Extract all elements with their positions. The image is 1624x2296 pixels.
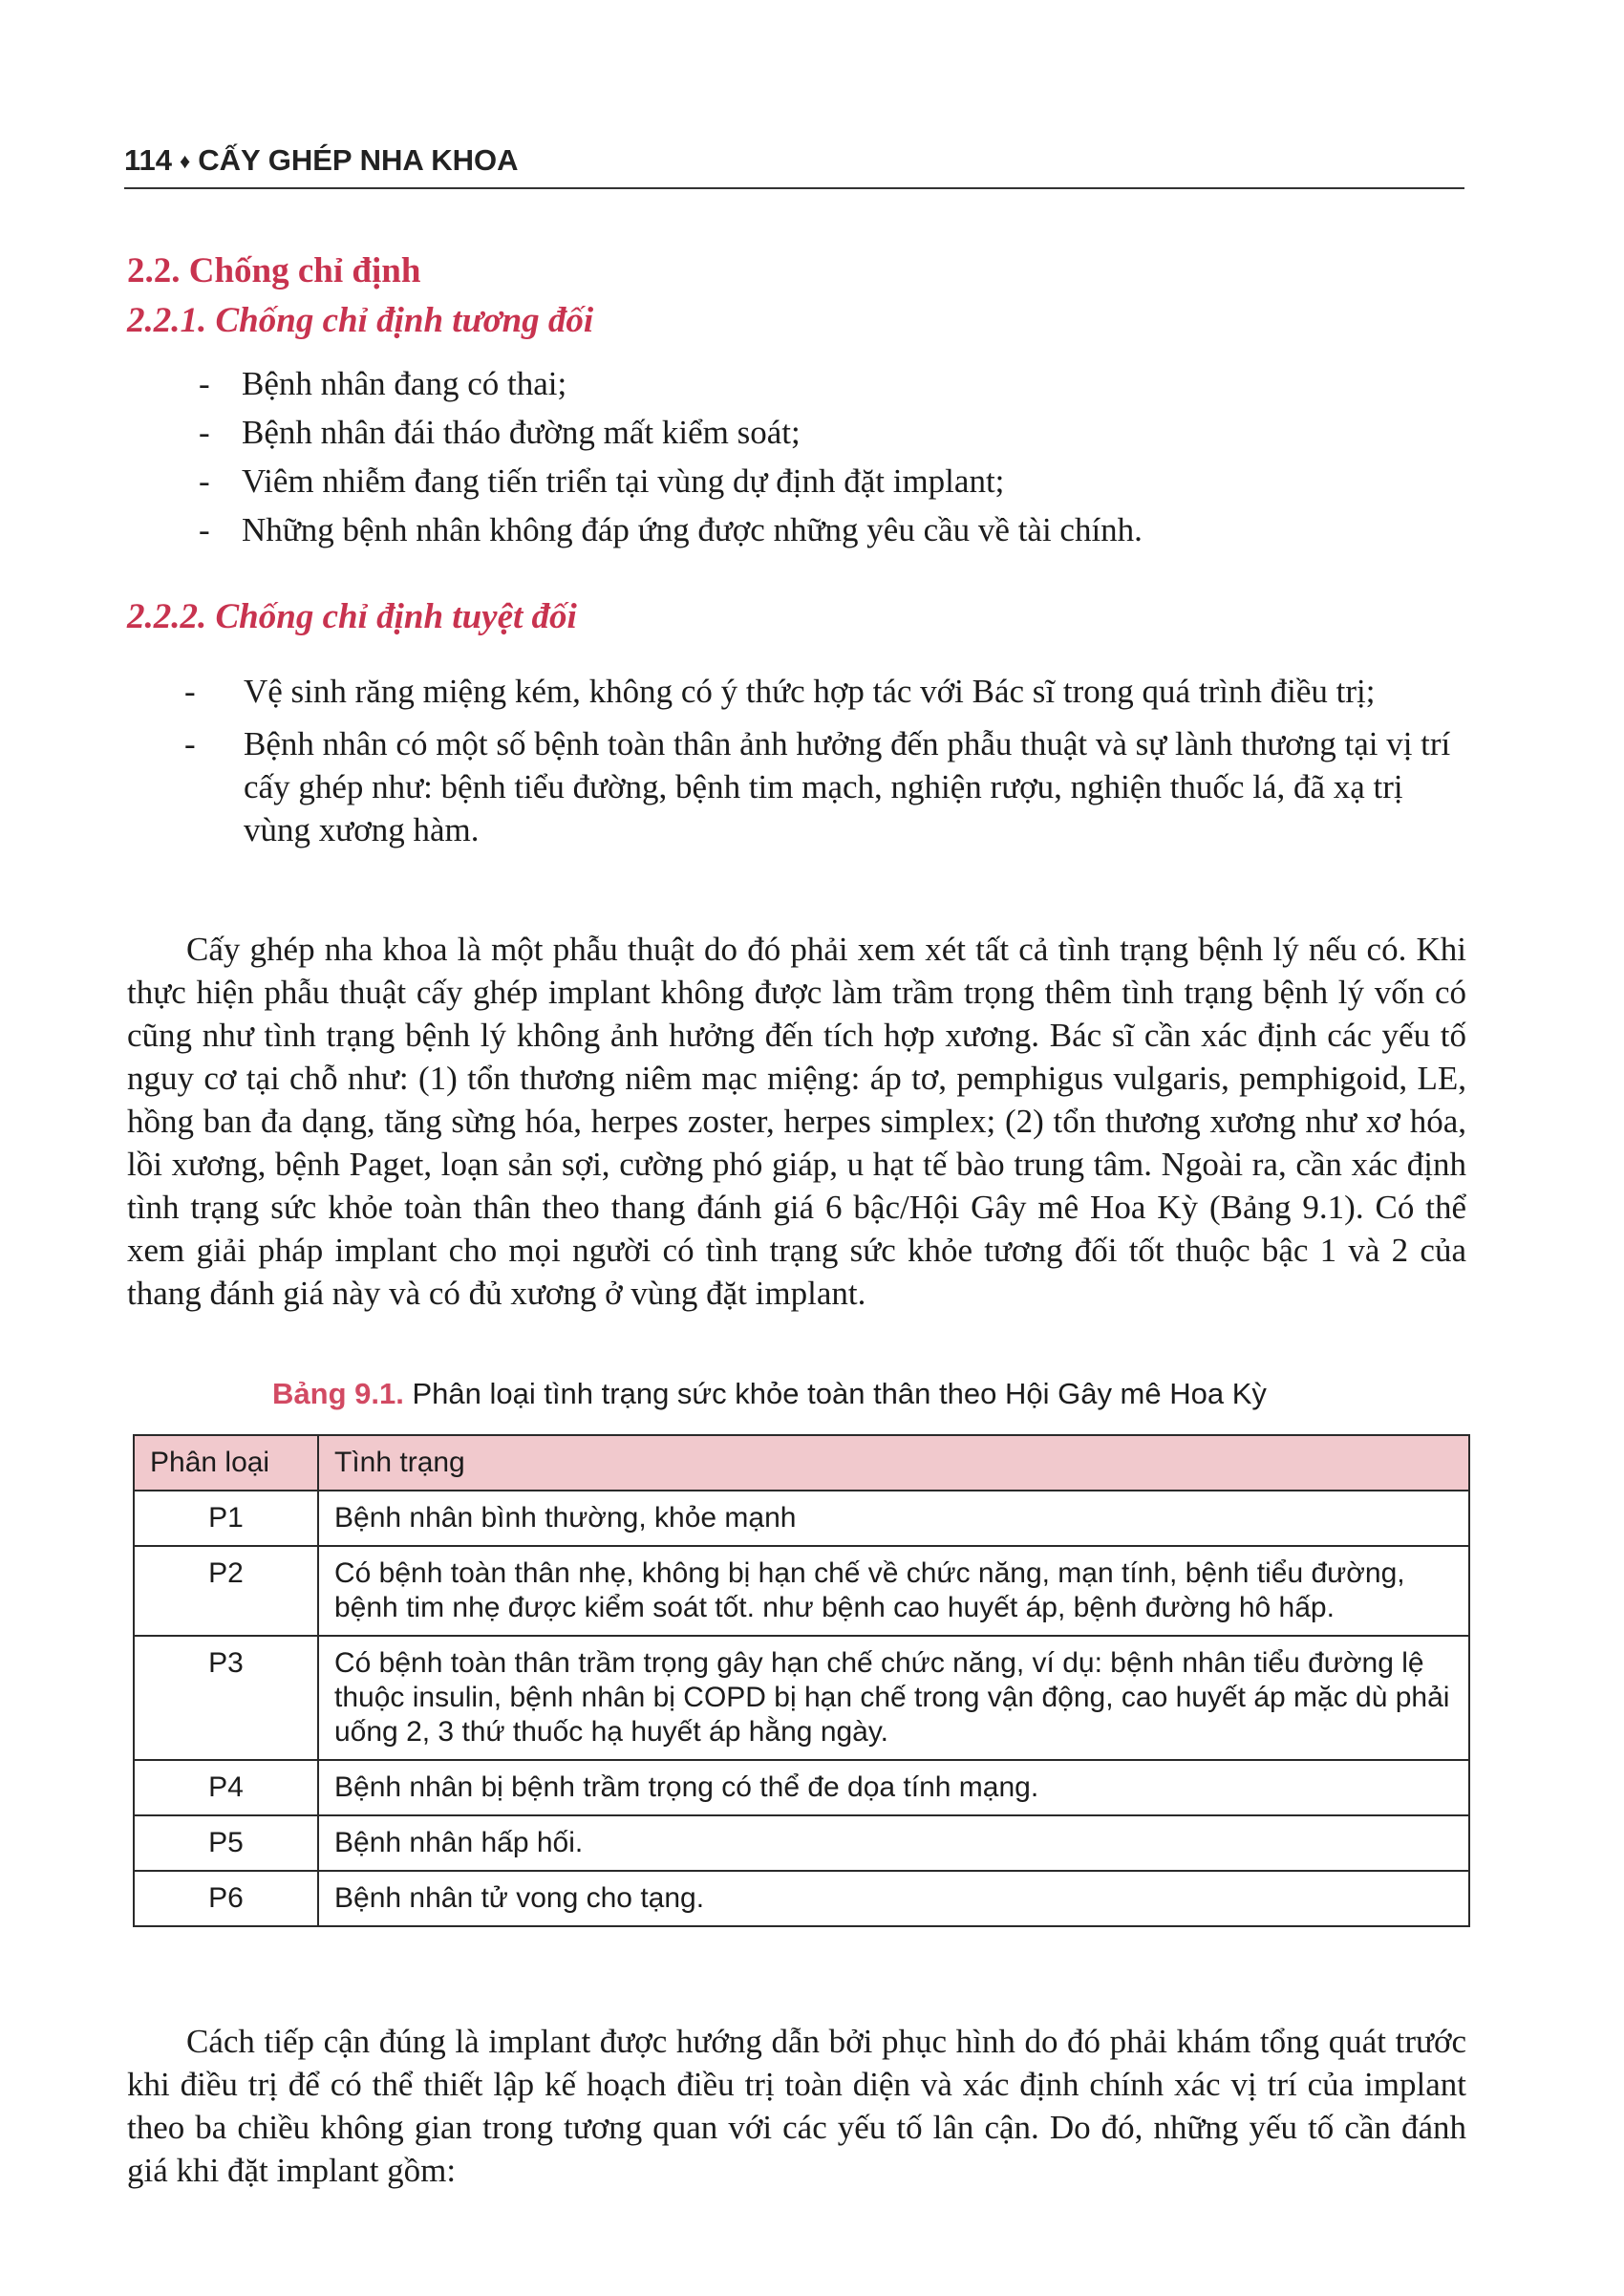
table-row: [134, 1871, 1469, 1926]
subsection-heading-absolute: 2.2.2. Chống chỉ định tuyệt đối: [127, 597, 577, 636]
list-item: - Bệnh nhân đang có thai;: [199, 365, 567, 402]
list-item: - Bệnh nhân đái tháo đường mất kiểm soát;: [199, 414, 801, 451]
row-status: Bệnh nhân hấp hối.: [318, 1815, 1469, 1871]
table-row: [134, 1636, 1469, 1760]
column-header-class: Phân loại: [134, 1435, 318, 1491]
table-caption-label: Bảng 9.1.: [272, 1377, 404, 1410]
body-paragraph-1: Cấy ghép nha khoa là một phẫu thuật do đó phải xem xét tất cả tình trạng bệnh lý nếu có. Khi thực hiện phẫu thuật cấy ghép implant không được làm trầm trọng thêm tình trạng bệnh lý vốn có cũng như tình trạng bệnh lý không ảnh hưởng đến tích hợp xương. Bác sĩ cần xác định các yếu tố nguy cơ tại chỗ như: (1) tổn thương niêm mạc miệng: áp tơ, pemphigus vulgaris, pemphigoid, LE, hồng ban đa dạng, tăng sừng hóa, herpes zoster, herpes simplex; (2) tổn thương xương như xơ hóa, lồi xương, bệnh Paget, loạn sản sợi, cường phó giáp, u hạt tế bào trung tâm. Ngoài ra, cần xác định tình trạng sức khỏe toàn thân theo thang đánh giá 6 bậc/Hội Gây mê Hoa Kỳ (Bảng 9.1). Có thể xem giải pháp implant cho mọi người có tình trạng sức khỏe tương đối tốt thuộc bậc 1 và 2 của thang đánh giá này và có đủ xương ở vùng đặt implant.: [127, 931, 1466, 1312]
book-title: CẤY GHÉP NHA KHOA: [198, 143, 519, 177]
absolute-contraindication-list: [184, 670, 1466, 861]
row-status: Có bệnh toàn thân trầm trọng gây hạn chế chức năng, ví dụ: bệnh nhân tiểu đường lệ thuộc insulin, bệnh nhân bị COPD bị hạn chế trong vận động, cao huyết áp mặc dù phải uống 2, 3 thứ thuốc hạ huyết áp hằng ngày.: [318, 1636, 1469, 1760]
table-row: [134, 1491, 1469, 1546]
list-item: - Vệ sinh răng miệng kém, không có ý thức hợp tác với Bác sĩ trong quá trình điều trị;: [184, 673, 1376, 710]
table-row: [134, 1815, 1469, 1871]
diamond-separator-icon: ♦: [180, 149, 191, 173]
table-row: [134, 1760, 1469, 1815]
list-item: - Những bệnh nhân không đáp ứng được những yêu cầu về tài chính.: [199, 511, 1143, 548]
running-header: [124, 143, 1464, 189]
asa-classification-table: [133, 1434, 1470, 1927]
row-code: P2: [134, 1546, 318, 1636]
row-code: P4: [134, 1760, 318, 1815]
row-status: Bệnh nhân bình thường, khỏe mạnh: [318, 1491, 1469, 1546]
section-heading: 2.2. Chống chỉ định: [127, 251, 421, 290]
list-item: - Bệnh nhân có một số bệnh toàn thân ảnh hưởng đến phẫu thuật và sự lành thương tại vị trí cấy ghép như: bệnh tiểu đường, bệnh tim mạch, nghiện rượu, nghiện thuốc lá, đã xạ trị vùng xương hàm.: [184, 725, 1451, 848]
list-item: - Viêm nhiễm đang tiến triển tại vùng dự định đặt implant;: [199, 462, 1005, 500]
column-header-status: Tình trạng: [318, 1435, 1469, 1491]
table-caption: [272, 1377, 1267, 1411]
page-number: 114: [124, 143, 173, 177]
row-code: P1: [134, 1491, 318, 1546]
row-status: Bệnh nhân bị bệnh trầm trọng có thể đe dọa tính mạng.: [318, 1760, 1469, 1815]
table-row: [134, 1546, 1469, 1636]
subsection-heading-relative: 2.2.1. Chống chỉ định tương đối: [127, 301, 594, 340]
row-code: P6: [134, 1871, 318, 1926]
row-status: Có bệnh toàn thân nhẹ, không bị hạn chế về chức năng, mạn tính, bệnh tiểu đường, bệnh tim nhẹ được kiểm soát tốt. như bệnh cao huyết áp, bệnh đường hô hấp.: [318, 1546, 1469, 1636]
table-header-row: [134, 1435, 1469, 1491]
row-code: P5: [134, 1815, 318, 1871]
body-paragraph-2: Cách tiếp cận đúng là implant được hướng dẫn bởi phục hình do đó phải khám tổng quát trước khi điều trị để có thể thiết lập kế hoạch điều trị toàn diện và xác định chính xác vị trí của implant theo ba chiều không gian trong tương quan với các yếu tố lân cận. Do đó, những yếu tố cần đánh giá khi đặt implant gồm:: [127, 2023, 1466, 2189]
row-code: P3: [134, 1636, 318, 1760]
table-caption-text: Phân loại tình trạng sức khỏe toàn thân theo Hội Gây mê Hoa Kỳ: [412, 1377, 1267, 1410]
row-status: Bệnh nhân tử vong cho tạng.: [318, 1871, 1469, 1926]
relative-contraindication-list: [199, 359, 1441, 554]
